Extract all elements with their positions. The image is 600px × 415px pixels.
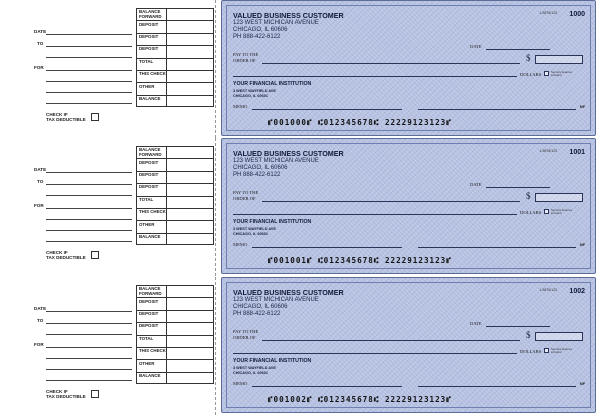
mp-mark: MP bbox=[579, 105, 585, 109]
stub-date-line[interactable] bbox=[46, 311, 132, 312]
routing-fraction: 1-9876/123 bbox=[539, 149, 557, 153]
pay-to-label: PAY TO THE bbox=[233, 52, 259, 57]
tax-deductible-checkbox[interactable] bbox=[91, 390, 99, 398]
security-text: Security features included bbox=[551, 70, 572, 77]
register-label: DEPOSIT bbox=[136, 45, 166, 57]
stub-tax-deductible-label: TAX DEDUCTIBLE bbox=[46, 255, 86, 260]
register-label: BALANCE bbox=[136, 95, 166, 107]
stub-date-line[interactable] bbox=[46, 34, 132, 35]
bank-address-line1: 3 WEST WAYFIELD AVE bbox=[233, 366, 276, 370]
signature-line[interactable] bbox=[418, 386, 576, 387]
memo-line[interactable] bbox=[252, 109, 402, 110]
security-lock-icon bbox=[544, 71, 549, 76]
amount-words-line[interactable] bbox=[233, 353, 517, 354]
perforation-line bbox=[215, 277, 216, 415]
bank-address-line2: CHICAGO, IL 60601 bbox=[233, 94, 268, 98]
bank-name: YOUR FINANCIAL INSTITUTION bbox=[233, 219, 312, 225]
register-table bbox=[136, 146, 214, 245]
register-row bbox=[136, 297, 214, 309]
register-row bbox=[136, 310, 214, 322]
check-body bbox=[221, 138, 596, 274]
register-amount-cell[interactable] bbox=[166, 20, 214, 32]
business-address-line2: CHICAGO, IL 60606 bbox=[233, 27, 288, 33]
stub-check-if-label: CHECK IF bbox=[46, 389, 68, 394]
memo-line[interactable] bbox=[252, 247, 402, 248]
stub-for-line[interactable] bbox=[46, 208, 132, 209]
register-row bbox=[136, 33, 214, 45]
register-row bbox=[136, 347, 214, 359]
register-label: TOTAL bbox=[136, 58, 166, 70]
register-row bbox=[136, 158, 214, 170]
payee-line[interactable] bbox=[262, 63, 520, 64]
check-row bbox=[0, 138, 600, 276]
stub-for-line-4[interactable] bbox=[46, 380, 132, 381]
bank-name: YOUR FINANCIAL INSTITUTION bbox=[233, 358, 312, 364]
register-amount-cell[interactable] bbox=[166, 347, 214, 359]
dollar-sign: $ bbox=[526, 53, 531, 63]
register-label: OTHER bbox=[136, 359, 166, 371]
register-amount-cell[interactable] bbox=[166, 70, 214, 82]
register-amount-cell[interactable] bbox=[166, 359, 214, 371]
check-number: 1002 bbox=[569, 288, 585, 295]
stub-to-label: TO bbox=[37, 318, 44, 323]
amount-box[interactable] bbox=[535, 193, 583, 202]
date-label: DATE bbox=[470, 44, 482, 49]
register-row bbox=[136, 196, 214, 208]
security-lock-icon bbox=[544, 209, 549, 214]
business-address-line1: 123 WEST MICHICAN AVENUE bbox=[233, 20, 319, 26]
business-name: VALUED BUSINESS CUSTOMER bbox=[233, 288, 344, 297]
stub-for-line-3[interactable] bbox=[46, 92, 132, 93]
register-label: DEPOSIT bbox=[136, 33, 166, 45]
stub-for-line-3[interactable] bbox=[46, 230, 132, 231]
stub-to-line[interactable] bbox=[46, 46, 132, 47]
register-label: DEPOSIT bbox=[136, 322, 166, 334]
signature-line[interactable] bbox=[418, 109, 576, 110]
dollar-sign: $ bbox=[526, 330, 531, 340]
amount-words-line[interactable] bbox=[233, 76, 517, 77]
stub-to-line-2[interactable] bbox=[46, 57, 132, 58]
payee-line[interactable] bbox=[262, 340, 520, 341]
stub-date-line[interactable] bbox=[46, 172, 132, 173]
stub-for-label: FOR bbox=[34, 203, 44, 208]
register-row bbox=[136, 8, 214, 20]
stub-for-label: FOR bbox=[34, 342, 44, 347]
register-label: DEPOSIT bbox=[136, 310, 166, 322]
register-row bbox=[136, 82, 214, 94]
register-row bbox=[136, 70, 214, 82]
register-amount-cell[interactable] bbox=[166, 310, 214, 322]
security-text: Security features included bbox=[551, 347, 572, 354]
register-label: TOTAL bbox=[136, 196, 166, 208]
register-label: OTHER bbox=[136, 220, 166, 232]
register-row bbox=[136, 233, 214, 245]
register-row bbox=[136, 146, 214, 158]
stub-to-line[interactable] bbox=[46, 323, 132, 324]
register-label: OTHER bbox=[136, 82, 166, 94]
memo-line[interactable] bbox=[252, 386, 402, 387]
check-number: 1000 bbox=[569, 11, 585, 18]
register-label: DEPOSIT bbox=[136, 171, 166, 183]
stub-check-if-label: CHECK IF bbox=[46, 112, 68, 117]
register-label: THIS CHECK bbox=[136, 347, 166, 359]
register-row bbox=[136, 220, 214, 232]
register-row bbox=[136, 171, 214, 183]
order-of-label: ORDER OF bbox=[233, 335, 256, 340]
tax-deductible-checkbox[interactable] bbox=[91, 113, 99, 121]
register-row bbox=[136, 183, 214, 195]
payee-line[interactable] bbox=[262, 201, 520, 202]
register-row bbox=[136, 322, 214, 334]
stub-for-line[interactable] bbox=[46, 347, 132, 348]
register-amount-cell[interactable] bbox=[166, 233, 214, 245]
stub-for-line-3[interactable] bbox=[46, 369, 132, 370]
stub-for-line-2[interactable] bbox=[46, 219, 132, 220]
stub-to-line-2[interactable] bbox=[46, 334, 132, 335]
memo-label: MEMO bbox=[233, 104, 248, 109]
business-phone: PH 888-422-6122 bbox=[233, 172, 281, 178]
business-address-line1: 123 WEST MICHICAN AVENUE bbox=[233, 297, 319, 303]
stub-to-label: TO bbox=[37, 179, 44, 184]
register-amount-cell[interactable] bbox=[166, 95, 214, 107]
register-row bbox=[136, 45, 214, 57]
register-table bbox=[136, 285, 214, 384]
business-name: VALUED BUSINESS CUSTOMER bbox=[233, 149, 344, 158]
stub-for-line-4[interactable] bbox=[46, 241, 132, 242]
register-label: TOTAL bbox=[136, 335, 166, 347]
security-lock-icon bbox=[544, 348, 549, 353]
signature-line[interactable] bbox=[418, 247, 576, 248]
check-number: 1001 bbox=[569, 149, 585, 156]
business-address-line1: 123 WEST MICHICAN AVENUE bbox=[233, 158, 319, 164]
register-label: DEPOSIT bbox=[136, 20, 166, 32]
register-amount-cell[interactable] bbox=[166, 208, 214, 220]
check-stub bbox=[0, 138, 220, 276]
stub-check-if-label: CHECK IF bbox=[46, 250, 68, 255]
check-body bbox=[221, 277, 596, 413]
register-amount-cell[interactable] bbox=[166, 146, 214, 158]
register-amount-cell[interactable] bbox=[166, 8, 214, 20]
stub-date-label: DATE bbox=[34, 306, 47, 311]
stub-tax-deductible-label: TAX DEDUCTIBLE bbox=[46, 117, 86, 122]
business-phone: PH 888-422-6122 bbox=[233, 311, 281, 317]
register-row bbox=[136, 372, 214, 384]
dollars-label: DOLLARS bbox=[520, 72, 542, 77]
register-amount-cell[interactable] bbox=[166, 372, 214, 384]
register-label: BALANCE FORWARD bbox=[136, 8, 166, 20]
register-label: DEPOSIT bbox=[136, 158, 166, 170]
register-amount-cell[interactable] bbox=[166, 45, 214, 57]
dollars-label: DOLLARS bbox=[520, 349, 542, 354]
amount-box[interactable] bbox=[535, 55, 583, 64]
perforation-line bbox=[215, 0, 216, 138]
register-label: BALANCE FORWARD bbox=[136, 285, 166, 297]
stub-to-line[interactable] bbox=[46, 184, 132, 185]
stub-to-label: TO bbox=[37, 41, 44, 46]
bank-address-line2: CHICAGO, IL 60601 bbox=[233, 371, 268, 375]
register-label: THIS CHECK bbox=[136, 70, 166, 82]
memo-label: MEMO bbox=[233, 242, 248, 247]
register-row bbox=[136, 359, 214, 371]
register-amount-cell[interactable] bbox=[166, 297, 214, 309]
business-phone: PH 888-422-6122 bbox=[233, 34, 281, 40]
stub-date-label: DATE bbox=[34, 29, 47, 34]
register-row bbox=[136, 58, 214, 70]
bank-name: YOUR FINANCIAL INSTITUTION bbox=[233, 81, 312, 87]
stub-to-line-2[interactable] bbox=[46, 195, 132, 196]
check-body bbox=[221, 0, 596, 136]
mp-mark: MP bbox=[579, 382, 585, 386]
date-line[interactable] bbox=[486, 326, 550, 327]
stub-for-line-2[interactable] bbox=[46, 358, 132, 359]
register-row bbox=[136, 208, 214, 220]
register-amount-cell[interactable] bbox=[166, 322, 214, 334]
business-name: VALUED BUSINESS CUSTOMER bbox=[233, 11, 344, 20]
register-row bbox=[136, 335, 214, 347]
register-amount-cell[interactable] bbox=[166, 33, 214, 45]
bank-address-line1: 3 WEST WAYFIELD AVE bbox=[233, 227, 276, 231]
order-of-label: ORDER OF bbox=[233, 58, 256, 63]
bank-address-line1: 3 WEST WAYFIELD AVE bbox=[233, 89, 276, 93]
pay-to-label: PAY TO THE bbox=[233, 329, 259, 334]
register-label: DEPOSIT bbox=[136, 297, 166, 309]
register-amount-cell[interactable] bbox=[166, 58, 214, 70]
mp-mark: MP bbox=[579, 243, 585, 247]
register-amount-cell[interactable] bbox=[166, 158, 214, 170]
date-label: DATE bbox=[470, 182, 482, 187]
tax-deductible-checkbox[interactable] bbox=[91, 251, 99, 259]
register-amount-cell[interactable] bbox=[166, 335, 214, 347]
stub-for-line-4[interactable] bbox=[46, 103, 132, 104]
micr-line: ⑈001002⑈ ⑆012345678⑆ 22229123123⑈ bbox=[268, 395, 452, 404]
register-amount-cell[interactable] bbox=[166, 196, 214, 208]
register-amount-cell[interactable] bbox=[166, 220, 214, 232]
check-stub bbox=[0, 277, 220, 415]
register-row bbox=[136, 95, 214, 107]
dollar-sign: $ bbox=[526, 191, 531, 201]
register-amount-cell[interactable] bbox=[166, 183, 214, 195]
register-label: THIS CHECK bbox=[136, 208, 166, 220]
check-row bbox=[0, 277, 600, 415]
amount-box[interactable] bbox=[535, 332, 583, 341]
register-amount-cell[interactable] bbox=[166, 82, 214, 94]
date-label: DATE bbox=[470, 321, 482, 326]
register-label: BALANCE bbox=[136, 233, 166, 245]
routing-fraction: 1-9876/123 bbox=[539, 11, 557, 15]
perforation-line bbox=[215, 138, 216, 276]
register-label: DEPOSIT bbox=[136, 183, 166, 195]
security-text: Security features included bbox=[551, 208, 572, 215]
business-address-line2: CHICAGO, IL 60606 bbox=[233, 165, 288, 171]
stub-tax-deductible-label: TAX DEDUCTIBLE bbox=[46, 394, 86, 399]
order-of-label: ORDER OF bbox=[233, 196, 256, 201]
register-row bbox=[136, 285, 214, 297]
date-line[interactable] bbox=[486, 187, 550, 188]
bank-address-line2: CHICAGO, IL 60601 bbox=[233, 232, 268, 236]
dollars-label: DOLLARS bbox=[520, 210, 542, 215]
register-label: BALANCE bbox=[136, 372, 166, 384]
register-table bbox=[136, 8, 214, 107]
check-row bbox=[0, 0, 600, 138]
register-row bbox=[136, 20, 214, 32]
micr-line: ⑈001000⑈ ⑆012345678⑆ 22229123123⑈ bbox=[268, 118, 452, 127]
register-label: BALANCE FORWARD bbox=[136, 146, 166, 158]
register-amount-cell[interactable] bbox=[166, 171, 214, 183]
stub-date-label: DATE bbox=[34, 167, 47, 172]
amount-words-line[interactable] bbox=[233, 214, 517, 215]
register-amount-cell[interactable] bbox=[166, 285, 214, 297]
pay-to-label: PAY TO THE bbox=[233, 190, 259, 195]
routing-fraction: 1-9876/123 bbox=[539, 288, 557, 292]
stub-for-line[interactable] bbox=[46, 70, 132, 71]
memo-label: MEMO bbox=[233, 381, 248, 386]
stub-for-line-2[interactable] bbox=[46, 81, 132, 82]
business-address-line2: CHICAGO, IL 60606 bbox=[233, 304, 288, 310]
check-stub bbox=[0, 0, 220, 138]
date-line[interactable] bbox=[486, 49, 550, 50]
stub-for-label: FOR bbox=[34, 65, 44, 70]
micr-line: ⑈001001⑈ ⑆012345678⑆ 22229123123⑈ bbox=[268, 256, 452, 265]
